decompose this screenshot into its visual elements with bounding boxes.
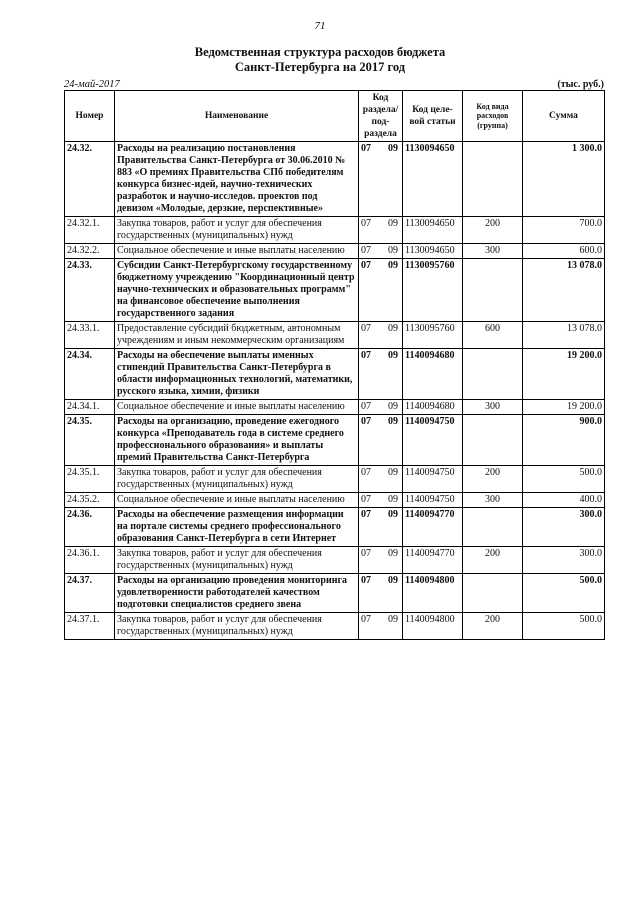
row-expense-type xyxy=(463,508,523,547)
row-expense-type xyxy=(463,259,523,322)
row-target-code: 1140094800 xyxy=(403,613,463,640)
table-row xyxy=(65,259,605,322)
row-section-code xyxy=(359,259,403,322)
row-section-code xyxy=(359,508,403,547)
row-sum: 700.0 xyxy=(523,217,605,244)
row-name: Расходы на обеспечение размещения информации на портале системы среднего профессионального образования Санкт-Петербурга в сети Интернет xyxy=(115,508,359,547)
row-sum: 19 200.0 xyxy=(523,400,605,415)
table-row xyxy=(65,466,605,493)
subsection-code: 09 xyxy=(388,614,398,625)
row-target-code: 1140094680 xyxy=(403,400,463,415)
row-sum: 1 300.0 xyxy=(523,142,605,217)
subsection-code: 09 xyxy=(388,548,398,559)
row-expense-type xyxy=(463,142,523,217)
row-expense-type: 300 xyxy=(463,493,523,508)
row-number: 24.36.1. xyxy=(65,547,115,574)
row-section-code xyxy=(359,574,403,613)
row-target-code: 1130094650 xyxy=(403,217,463,244)
table-row xyxy=(65,613,605,640)
row-sum: 13 078.0 xyxy=(523,259,605,322)
title-line-1: Ведомственная структура расходов бюджета xyxy=(194,45,446,59)
row-name: Закупка товаров, работ и услуг для обеспечения государственных (муниципальных) нужд xyxy=(115,547,359,574)
units-label: (тыс. руб.) xyxy=(557,79,604,90)
table-body xyxy=(65,142,605,640)
section-code: 07 xyxy=(361,416,371,427)
row-section-code xyxy=(359,493,403,508)
row-number: 24.37.1. xyxy=(65,613,115,640)
row-section-code xyxy=(359,322,403,349)
row-expense-type: 200 xyxy=(463,613,523,640)
table-row xyxy=(65,493,605,508)
row-name: Субсидии Санкт-Петербургскому государственному бюджетному учреждению "Координационный центр научно-технических и образовательных программ" на финансовое обеспечение выполнения государственного задания xyxy=(115,259,359,322)
table-row xyxy=(65,322,605,349)
table-row xyxy=(65,508,605,547)
subsection-code: 09 xyxy=(388,323,398,334)
row-target-code: 1140094750 xyxy=(403,493,463,508)
row-section-code xyxy=(359,349,403,400)
row-sum: 400.0 xyxy=(523,493,605,508)
table-row xyxy=(65,415,605,466)
row-name: Социальное обеспечение и иные выплаты населению xyxy=(115,493,359,508)
row-target-code: 1140094750 xyxy=(403,466,463,493)
row-expense-type xyxy=(463,574,523,613)
row-sum: 500.0 xyxy=(523,574,605,613)
row-number: 24.33. xyxy=(65,259,115,322)
table-row xyxy=(65,547,605,574)
section-code: 07 xyxy=(361,350,371,361)
row-section-code xyxy=(359,415,403,466)
section-code: 07 xyxy=(361,509,371,520)
row-name: Расходы на организацию, проведение ежегодного конкурса «Преподаватель года в системе среднего профессионального образования» и выплаты премий Правительства Санкт-Петербурга xyxy=(115,415,359,466)
row-target-code: 1140094680 xyxy=(403,349,463,400)
row-section-code xyxy=(359,400,403,415)
row-target-code: 1140094770 xyxy=(403,508,463,547)
row-sum: 500.0 xyxy=(523,466,605,493)
row-sum: 19 200.0 xyxy=(523,349,605,400)
row-section-code xyxy=(359,547,403,574)
table-row xyxy=(65,217,605,244)
row-number: 24.34. xyxy=(65,349,115,400)
page-number: 71 xyxy=(314,20,326,32)
row-sum: 13 078.0 xyxy=(523,322,605,349)
row-number: 24.35. xyxy=(65,415,115,466)
section-code: 07 xyxy=(361,245,371,256)
budget-table xyxy=(64,90,605,640)
subsection-code: 09 xyxy=(388,143,398,154)
section-code: 07 xyxy=(361,575,371,586)
row-sum: 300.0 xyxy=(523,508,605,547)
row-target-code: 1140094750 xyxy=(403,415,463,466)
subsection-code: 09 xyxy=(388,218,398,229)
row-section-code xyxy=(359,466,403,493)
table-row xyxy=(65,244,605,259)
row-sum: 900.0 xyxy=(523,415,605,466)
table-row xyxy=(65,574,605,613)
header-name: Наименование xyxy=(115,91,359,142)
row-name: Социальное обеспечение и иные выплаты населению xyxy=(115,244,359,259)
row-number: 24.32.1. xyxy=(65,217,115,244)
row-name: Предоставление субсидий бюджетным, автономным учреждениям и иным некоммерческим организациям xyxy=(115,322,359,349)
title-line-2: Санкт-Петербурга на 2017 год xyxy=(234,60,406,74)
table-row xyxy=(65,349,605,400)
subsection-code: 09 xyxy=(388,260,398,271)
row-section-code xyxy=(359,142,403,217)
header-target: Код целе-вой статьи xyxy=(403,91,463,142)
row-number: 24.35.2. xyxy=(65,493,115,508)
section-code: 07 xyxy=(361,614,371,625)
header-section: Код раздела/ под-раздела xyxy=(359,91,403,142)
row-expense-type: 300 xyxy=(463,400,523,415)
row-number: 24.33.1. xyxy=(65,322,115,349)
row-section-code xyxy=(359,613,403,640)
table-row xyxy=(65,142,605,217)
row-number: 24.36. xyxy=(65,508,115,547)
row-number: 24.35.1. xyxy=(65,466,115,493)
row-number: 24.32.2. xyxy=(65,244,115,259)
section-code: 07 xyxy=(361,401,371,412)
row-expense-type: 200 xyxy=(463,466,523,493)
row-sum: 500.0 xyxy=(523,613,605,640)
row-target-code: 1130095760 xyxy=(403,322,463,349)
header-expense-type: Код вида расходов (группа) xyxy=(463,91,523,142)
row-name: Расходы на реализацию постановления Правительства Санкт-Петербурга от 30.06.2010 № 883 «О премиях Правительства СПб победителям конкурса бизнес-идей, научно-технических разработок и научно-исследов. проектов под девизом «Молодые, дерзкие, перспективные» xyxy=(115,142,359,217)
subsection-code: 09 xyxy=(388,575,398,586)
header-number: Номер xyxy=(65,91,115,142)
row-sum: 300.0 xyxy=(523,547,605,574)
row-expense-type xyxy=(463,415,523,466)
subsection-code: 09 xyxy=(388,245,398,256)
row-expense-type xyxy=(463,349,523,400)
row-expense-type: 200 xyxy=(463,547,523,574)
section-code: 07 xyxy=(361,218,371,229)
subsection-code: 09 xyxy=(388,401,398,412)
document-date: 24-май-2017 xyxy=(64,79,120,90)
section-code: 07 xyxy=(361,143,371,154)
table-header-row xyxy=(65,91,605,142)
row-name: Закупка товаров, работ и услуг для обеспечения государственных (муниципальных) нужд xyxy=(115,217,359,244)
header-sum: Сумма xyxy=(523,91,605,142)
row-name: Закупка товаров, работ и услуг для обеспечения государственных (муниципальных) нужд xyxy=(115,613,359,640)
subsection-code: 09 xyxy=(388,350,398,361)
row-name: Закупка товаров, работ и услуг для обеспечения государственных (муниципальных) нужд xyxy=(115,466,359,493)
row-number: 24.34.1. xyxy=(65,400,115,415)
section-code: 07 xyxy=(361,323,371,334)
row-target-code: 1130094650 xyxy=(403,142,463,217)
row-name: Расходы на организацию проведения мониторинга удовлетворенности работодателей качеством подготовки специалистов среднего звена xyxy=(115,574,359,613)
row-number: 24.32. xyxy=(65,142,115,217)
subsection-code: 09 xyxy=(388,494,398,505)
row-name: Расходы на обеспечение выплаты именных стипендий Правительства Санкт-Петербурга в области информационных технологий, математики, русского языка, химии, физики xyxy=(115,349,359,400)
subsection-code: 09 xyxy=(388,509,398,520)
row-target-code: 1130094650 xyxy=(403,244,463,259)
row-section-code xyxy=(359,217,403,244)
row-number: 24.37. xyxy=(65,574,115,613)
row-expense-type: 300 xyxy=(463,244,523,259)
row-sum: 600.0 xyxy=(523,244,605,259)
row-target-code: 1140094770 xyxy=(403,547,463,574)
row-name: Социальное обеспечение и иные выплаты населению xyxy=(115,400,359,415)
row-section-code xyxy=(359,244,403,259)
row-expense-type: 200 xyxy=(463,217,523,244)
section-code: 07 xyxy=(361,260,371,271)
table-row xyxy=(65,400,605,415)
subsection-code: 09 xyxy=(388,467,398,478)
row-expense-type: 600 xyxy=(463,322,523,349)
row-target-code: 1130095760 xyxy=(403,259,463,322)
row-target-code: 1140094800 xyxy=(403,574,463,613)
section-code: 07 xyxy=(361,467,371,478)
subsection-code: 09 xyxy=(388,416,398,427)
document-title xyxy=(0,45,640,75)
section-code: 07 xyxy=(361,494,371,505)
section-code: 07 xyxy=(361,548,371,559)
